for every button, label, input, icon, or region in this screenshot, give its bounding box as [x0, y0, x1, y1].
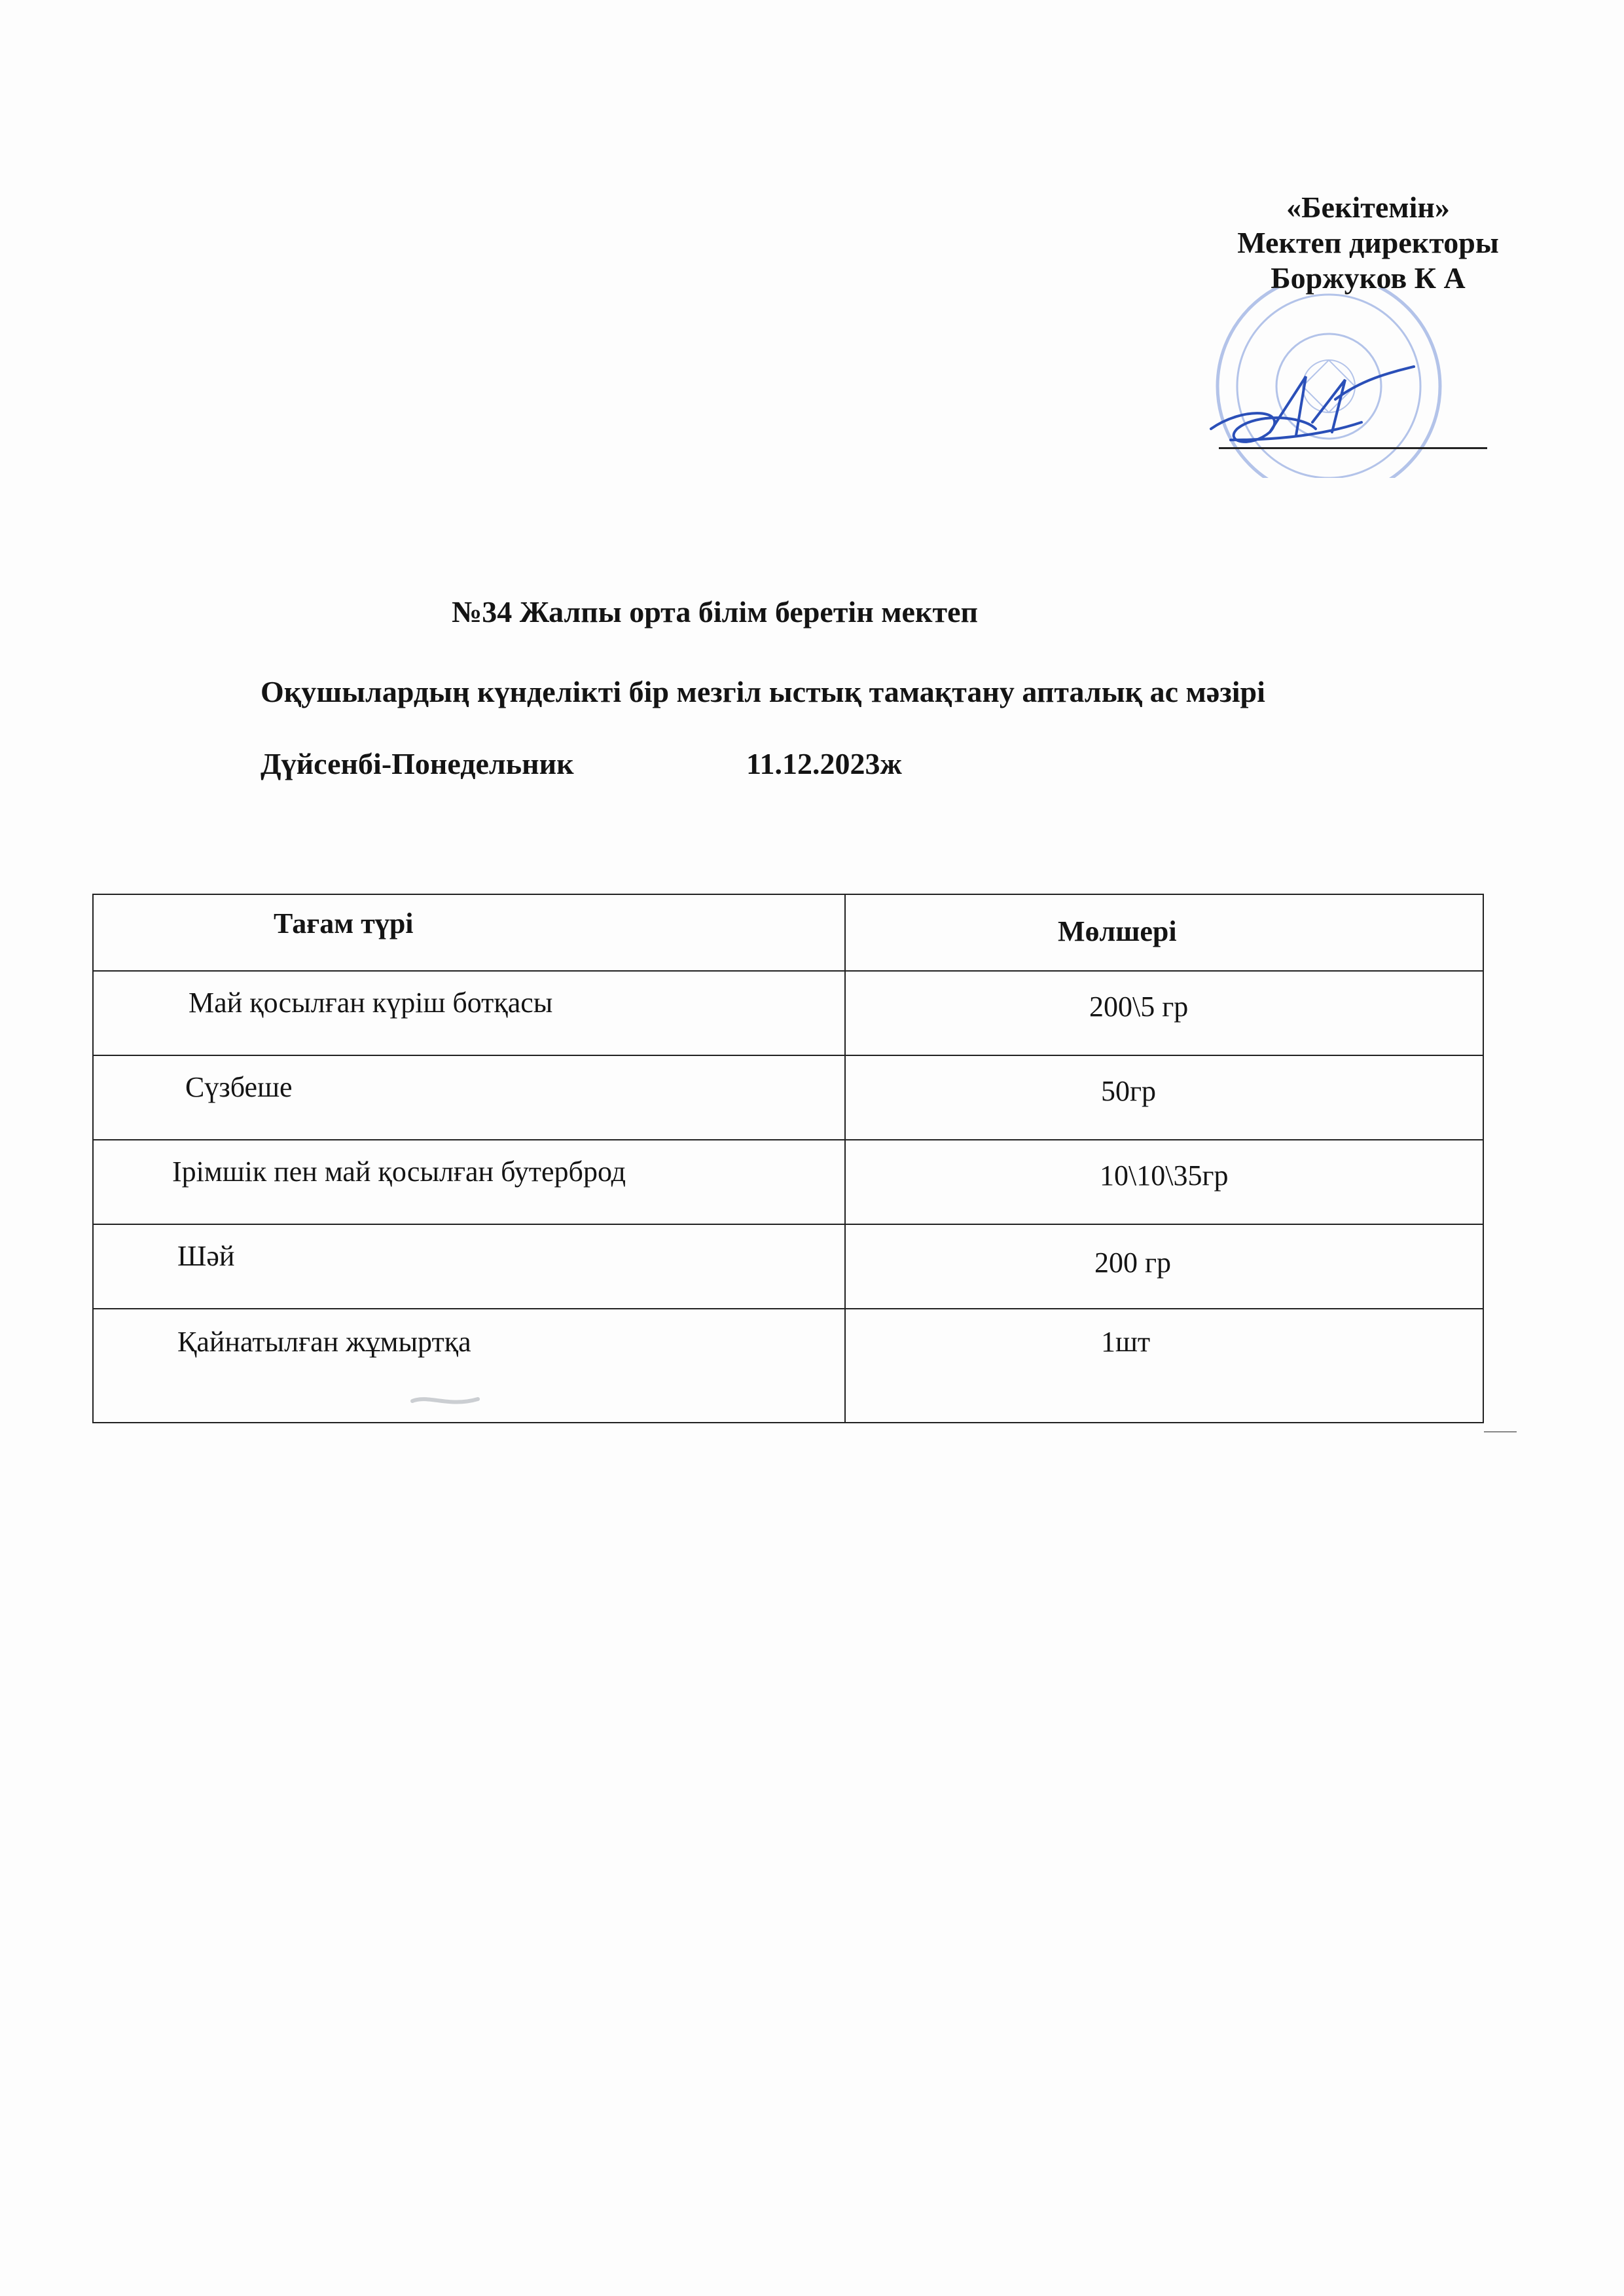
menu-table [92, 894, 1484, 1423]
signature-line [1219, 447, 1487, 449]
table-row [93, 1309, 1483, 1423]
amount-cell: 200\5 гр [845, 971, 1483, 1055]
dish-cell: Қайнатылған жұмыртқа [93, 1309, 845, 1423]
dish-cell: Шәй [93, 1224, 845, 1309]
school-title: №34 Жалпы орта білім беретін мектеп [452, 595, 978, 629]
dish-cell: Сүзбеше [93, 1055, 845, 1140]
table-row [93, 971, 1483, 1055]
scan-smudge [409, 1391, 481, 1411]
amount-cell: 10\10\35гр [845, 1140, 1483, 1224]
official-stamp [1191, 288, 1492, 478]
table-row [93, 1224, 1483, 1309]
table-row [93, 1055, 1483, 1140]
amount-cell: 1шт [845, 1309, 1483, 1423]
amount-cell: 200 гр [845, 1224, 1483, 1309]
menu-title: Оқушылардың күнделікті бір мезгіл ыстық тамақтану апталық ас мәзірі [261, 675, 1265, 708]
dish-cell: Ірімшік пен май қосылған бутерброд [93, 1140, 845, 1224]
table-edge-line [1484, 1431, 1517, 1432]
header-dish: Тағам түрі [93, 894, 845, 971]
director-signature [1211, 367, 1414, 442]
approval-name: Боржуков К А [1271, 261, 1466, 295]
approval-block [1191, 190, 1545, 296]
day-date-line [261, 746, 902, 781]
approval-heading: «Бекітемін» [1286, 191, 1450, 224]
amount-cell: 50гр [845, 1055, 1483, 1140]
date-label: 11.12.2023ж [746, 747, 902, 780]
day-label: Дүйсенбі-Понедельник [261, 747, 574, 780]
table-header-row [93, 894, 1483, 971]
table-row [93, 1140, 1483, 1224]
header-amount: Мөлшері [845, 894, 1483, 971]
approval-position: Мектеп директоры [1237, 226, 1499, 259]
dish-cell: Май қосылған күріш ботқасы [93, 971, 845, 1055]
